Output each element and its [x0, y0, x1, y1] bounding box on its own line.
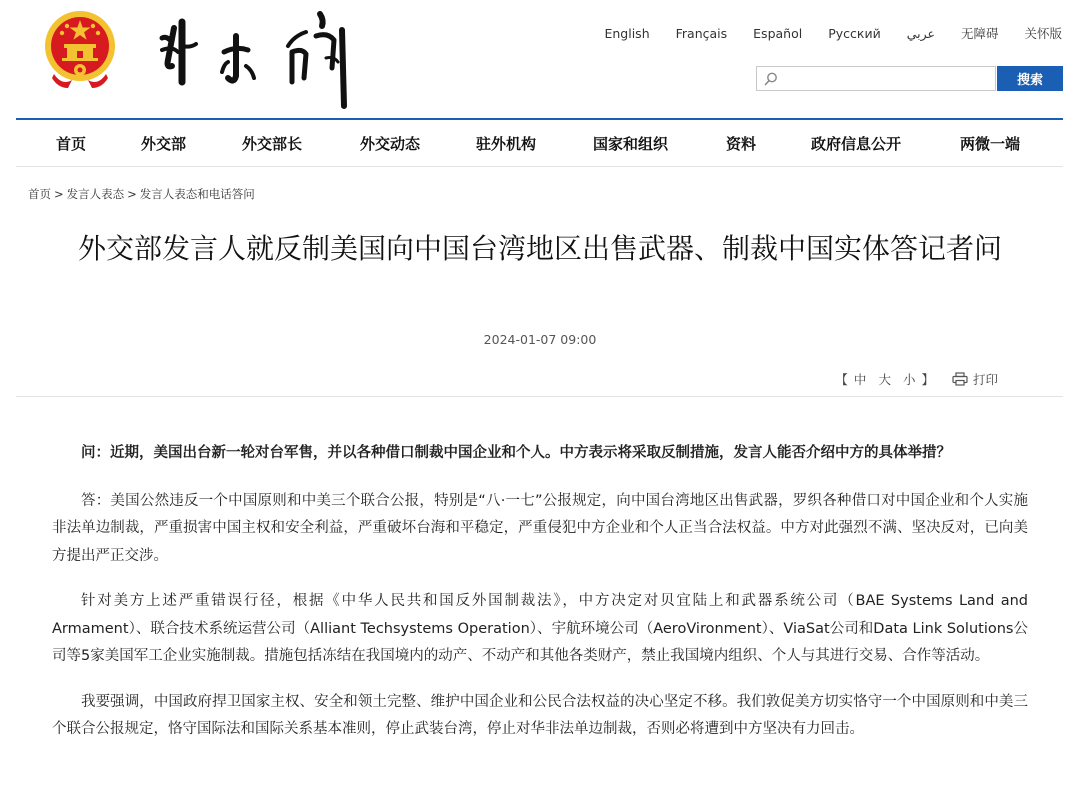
- printer-icon: [952, 372, 968, 386]
- breadcrumb-separator: >: [127, 187, 137, 201]
- article-title: 外交部发言人就反制美国向中国台湾地区出售武器、制裁中国实体答记者问: [77, 232, 1002, 265]
- nav-item-ministry[interactable]: 外交部: [141, 135, 187, 153]
- article-paragraph-emphasis: 我要强调，中国政府捍卫国家主权、安全和领土完整、维护中国企业和公民合法权益的决心坚定不移。我们敦促美方切实恪守一个中国原则和中美三个联合公报规定，恪守国际法和国际关系基本准则，停止武装台湾，停止对华非法单边制裁，否则必将遭到中方坚决有力回击。: [52, 693, 1028, 737]
- article-tools: [835, 370, 998, 388]
- bracket-close: 】: [921, 372, 934, 387]
- article-question: 问：近期，美国出台新一轮对台军售，并以各种借口制裁中国企业和个人。中方表示将采取反制措施，发言人能否介绍中方的具体举措？: [81, 445, 951, 461]
- lang-link-russian[interactable]: Русский: [828, 25, 881, 41]
- nav-bottom-rule: [16, 166, 1063, 167]
- breadcrumb: [28, 186, 255, 202]
- article-paragraph-answer: 答：美国公然违反一个中国原则和中美三个联合公报，特别是“八·一七”公报规定，向中国台湾地区出售武器，罗织各种借口对中国企业和个人实施非法单边制裁，严重损害中国主权和安全利益，严重破坏台海和平稳定，严重侵犯中方企业和个人正当合法权益。中方对此强烈不满、坚决反对，已向美方提出严正交涉。: [52, 492, 1028, 564]
- lang-link-arabic[interactable]: عربي: [906, 25, 935, 41]
- site-header: [0, 0, 1080, 118]
- nav-item-gov-info-disclosure[interactable]: 政府信息公开: [811, 135, 902, 153]
- article-head-rule: [16, 396, 1063, 397]
- nav-item-missions-overseas[interactable]: 驻外机构: [476, 135, 537, 153]
- search-box: [756, 66, 996, 91]
- font-size-selector: [835, 370, 934, 388]
- breadcrumb-remarks-and-qa[interactable]: 发言人表态和电话答问: [139, 187, 255, 201]
- article-date: 2024-01-07 09:00: [483, 332, 597, 347]
- font-size-small-button[interactable]: 小: [902, 372, 916, 387]
- nav-item-resources[interactable]: 资料: [726, 135, 757, 153]
- search-input[interactable]: [783, 67, 997, 92]
- nav-item-social-media[interactable]: 两微一端: [960, 135, 1021, 153]
- breadcrumb-home[interactable]: 首页: [28, 187, 51, 201]
- nav-item-diplomatic-news[interactable]: 外交动态: [360, 135, 421, 153]
- font-size-large-button[interactable]: 中: [853, 372, 867, 387]
- search-icon: [763, 71, 779, 87]
- nav-item-countries-organizations[interactable]: 国家和组织: [593, 135, 669, 153]
- bracket-open: 【: [835, 372, 848, 387]
- font-size-medium-button[interactable]: 大: [878, 372, 891, 387]
- accessibility-link[interactable]: 无障碍: [960, 26, 999, 41]
- nav-item-home[interactable]: 首页: [56, 135, 87, 153]
- language-bar: [578, 24, 1062, 42]
- lang-link-french[interactable]: Français: [675, 25, 728, 41]
- article-body: [52, 440, 1028, 762]
- lang-link-english[interactable]: English: [604, 25, 650, 41]
- care-edition-link[interactable]: 关怀版: [1024, 26, 1062, 41]
- main-nav: [16, 120, 1063, 166]
- article-paragraph-sanctions: 针对美方上述严重错误行径，根据《中华人民共和国反外国制裁法》，中方决定对贝宜陆上和武器系统公司（BAE Systems Land and Armament）、联合技术系统运营公司（Alliant Techsystems Operation）、宇航环境公司（AeroVironment）、ViaSat公司和Data Link Solutions公司等5家美国军工企业实施制裁。措施包括冻结在我国境内的动产、不动产和其他各类财产，禁止我国境内组织、个人与其进行交易、合作等活动。: [52, 593, 1028, 664]
- print-button[interactable]: [952, 370, 998, 388]
- search-button[interactable]: 搜索: [997, 66, 1063, 91]
- nav-item-minister[interactable]: 外交部长: [242, 135, 303, 153]
- print-label: 打印: [972, 372, 998, 387]
- ministry-calligraphy-logo[interactable]: [152, 6, 362, 112]
- lang-link-spanish[interactable]: Español: [753, 25, 803, 41]
- breadcrumb-separator: >: [54, 187, 64, 201]
- national-emblem-logo[interactable]: [42, 8, 118, 90]
- breadcrumb-spokesperson[interactable]: 发言人表态: [66, 187, 125, 201]
